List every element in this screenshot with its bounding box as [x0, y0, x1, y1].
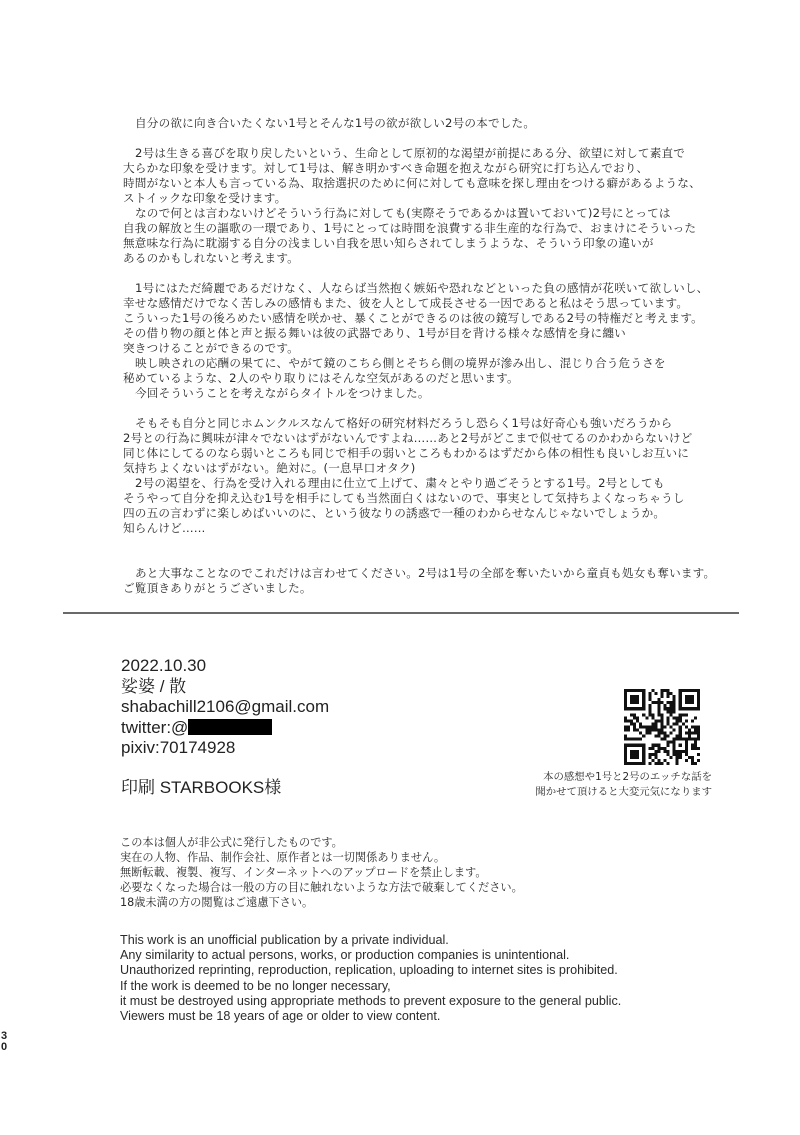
afterword-text — [123, 116, 763, 596]
afterword-line: 四の五の言わずに楽しめばいいのに、という彼なりの誘惑で一種のわからせなんじゃないでしょうか。 — [123, 506, 666, 520]
notice-line: Viewers must be 18 years of age or older to view content. — [120, 1009, 441, 1024]
afterword-line: 大らかな印象を受けます。対して1号は、解き明かすべき命題を抱えながら研究に打ち込んでおり、 — [123, 161, 649, 175]
afterword-line: そもそも自分と同じホムンクルスなんて格好の研究材料だろうし恐らく1号は好奇心も強いだろうから — [135, 416, 673, 430]
notice-line: Any similarity to actual persons, works, or production companies is unintentional. — [120, 948, 570, 963]
afterword-line: 自我の解放と生の謳歌の一環であり、1号にとっては時間を浪費する非生産的な行為で、おまけにそういった — [123, 221, 697, 235]
afterword-line: あと大事なことなのでこれだけは言わせてください。2号は1号の全部を奪いたいから童貞も処女も奪います。 — [135, 566, 716, 580]
notice-line: If the work is deemed to be no longer necessary, — [120, 978, 391, 993]
afterword-line: 自分の欲に向き合いたくない1号とそんな1号の欲が欲しい2号の本でした。 — [135, 116, 536, 130]
afterword-line: 2号との行為に興味が津々でないはずがないんですよね……あと2号がどこまで似せてるのかわからないけど — [123, 431, 693, 445]
afterword-line: 2号は生きる喜びを取り戻したいという、生命として原初的な渇望が前提にある分、欲望に対して素直で — [135, 146, 686, 160]
afterword-line: 幸せな感情だけでなく苦しみの感情もまた、彼を人として成長させる一因であると私はそう思っています。 — [123, 296, 689, 310]
qr-caption-line-1: 本の感想や1号と2号のエッチな話を — [543, 771, 712, 783]
paragraph-gap — [123, 551, 763, 566]
afterword-line: 1号にはただ綺麗であるだけなく、人ならば当然抱く嫉妬や恐れなどといった負の感情が花咲いて欲しいし、 — [135, 281, 709, 295]
author-names: 娑婆 / 散 — [121, 676, 187, 696]
afterword-line: ストイックな印象を受けます。 — [123, 191, 287, 205]
afterword-line: 気持ちよくないはずがない。絶対に。(一息早口オタク) — [123, 461, 416, 475]
afterword-line: 突きつけることができるのです。 — [123, 341, 299, 355]
page-number — [1, 1031, 11, 1053]
afterword-line: 知らんけど…… — [123, 521, 206, 535]
printer-credit: 印刷 STARBOOKS様 — [121, 777, 282, 797]
afterword-line: そうやって自分を抑え込む1号を相手にしても当然面白くはないので、事実として気持ちよくなっちゃうし — [123, 491, 685, 505]
qr-caption-line-2: 聞かせて頂けると大変元気になります — [535, 786, 712, 798]
afterword-line: ご覧頂きありがとうございました。 — [123, 581, 312, 595]
notice-line: Unauthorized reprinting, reproduction, replication, uploading to internet sites is prohibited. — [120, 963, 618, 978]
twitter-handle — [121, 718, 329, 739]
notice-line: This work is an unofficial publication by a private individual. — [120, 933, 449, 947]
colophon — [121, 656, 329, 798]
paragraph-gap — [123, 536, 763, 551]
page-number-digit: 3 — [1, 1030, 8, 1042]
afterword-line: 映し映されの応酬の果てに、やがて鏡のこちら側とそちら側の境界が滲み出し、混じり合う危うさを — [135, 356, 666, 370]
notice-line: it must be destroyed using appropriate methods to prevent exposure to the general public. — [120, 993, 622, 1008]
paragraph-gap — [123, 401, 763, 416]
publication-date: 2022.10.30 — [121, 656, 207, 675]
afterword-line: あるのかもしれないと考えます。 — [123, 251, 299, 265]
pixiv-id: pixiv:70174928 — [121, 738, 236, 757]
notice-english — [120, 933, 621, 1024]
afterword-line: 無意味な行為に耽溺する自分の浅ましい自我を思い知らされてしまうような、そういう印象の違いが — [123, 236, 654, 250]
qr-caption — [512, 770, 712, 800]
notice-line: 必要なくなった場合は一般の方の目に触れないような方法で破棄してください。 — [120, 881, 523, 894]
twitter-prefix: twitter:@ — [121, 717, 189, 737]
afterword-line: その借り物の顔と体と声と振る舞いは彼の武器であり、1号が目を背ける様々な感情を身に纏い — [123, 326, 626, 340]
page-number-digit: 0 — [1, 1041, 8, 1053]
section-divider — [63, 612, 739, 614]
notice-japanese — [120, 835, 523, 910]
notice-line: 18歳未満の方の閲覧はご遠慮下さい。 — [120, 896, 314, 909]
notice-line: 無断転載、複製、複写、インターネットへのアップロードを禁止します。 — [120, 866, 487, 879]
afterword-line: 同じ体にしてるのなら弱いところも同じで相手の弱いところもわかるはずだから体の相性も良いしお互いに — [123, 446, 690, 460]
paragraph-gap — [123, 131, 763, 146]
afterword-line: なので何とは言わないけどそういう行為に対しても(実際そうであるかは置いておいて)2号にとっては — [135, 206, 671, 220]
afterword-line: こういった1号の後ろめたい感情を咲かせ、暴くことができるのは彼の鏡写しである2号の特権だと考えます。 — [123, 311, 703, 325]
paragraph-gap — [123, 266, 763, 281]
afterword-line: 時間がないと本人も言っている為、取捨選択のために何に対しても意味を探し理由をつける癖があるような、 — [123, 176, 701, 190]
afterword-line: 秘めているような、2人のやり取りにはそんな空気があるのだと思います。 — [123, 371, 519, 385]
contact-email: shabachill2106@gmail.com — [121, 697, 330, 716]
notice-line: 実在の人物、作品、制作会社、原作者とは一切関係ありません。 — [120, 851, 446, 864]
redacted-block — [188, 719, 272, 735]
notice-line: この本は個人が非公式に発行したものです。 — [120, 836, 343, 849]
afterword-line: 2号の渇望を、行為を受け入れる理由に仕立て上げて、粛々とやり過ごそうとする1号。2号としても — [135, 476, 665, 490]
qr-code-icon[interactable] — [624, 689, 700, 765]
afterword-line: 今回そういうことを考えながらタイトルをつけました。 — [135, 386, 430, 400]
